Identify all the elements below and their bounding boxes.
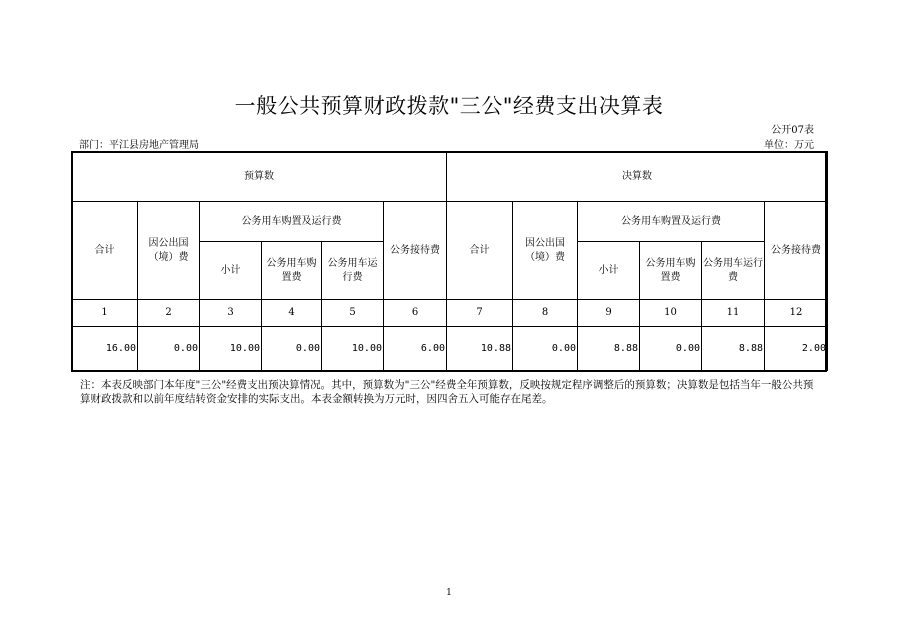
expenditure-table: [71, 151, 828, 371]
budget-vehicle-subtotal-value: 10.00: [200, 327, 262, 371]
actual-vehicle-operation-header: 公务用车运行费: [702, 242, 765, 300]
column-number: 4: [262, 300, 322, 327]
actual-header: 决算数: [447, 152, 828, 202]
page-title: 一般公共预算财政拨款"三公"经费支出决算表: [234, 94, 664, 118]
column-number: 2: [138, 300, 200, 327]
budget-vehicle-purchase-value: 0.00: [262, 327, 322, 371]
budget-vehicle-group-header: 公务用车购置及运行费: [200, 202, 384, 242]
table-note: 注：本表反映部门本年度"三公"经费支出预决算情况。其中，预算数为"三公"经费全年预算数，反映按规定程序调整后的预算数；决算数是包括当年一般公共预算财政拨款和以前年度结转资金安排的实际支出。本表金额转换为万元时，因四舍五入可能存在尾差。: [80, 379, 814, 405]
budget-abroad-header: 因公出国（境）费: [138, 202, 200, 300]
column-number: 7: [447, 300, 513, 327]
column-number-row: [72, 300, 828, 327]
column-number: 5: [322, 300, 384, 327]
budget-subtotal-header: 小计: [200, 242, 262, 300]
actual-vehicle-purchase-header: 公务用车购置费: [640, 242, 702, 300]
budget-total-value: 16.00: [72, 327, 138, 371]
actual-reception-value: 2.00: [765, 327, 828, 371]
actual-abroad-value: 0.00: [513, 327, 578, 371]
budget-vehicle-operation-value: 10.00: [322, 327, 384, 371]
budget-abroad-value: 0.00: [138, 327, 200, 371]
actual-reception-header: 公务接待费: [765, 202, 828, 300]
budget-reception-header: 公务接待费: [384, 202, 447, 300]
budget-header: 预算数: [72, 152, 447, 202]
actual-total-value: 10.88: [447, 327, 513, 371]
column-number: 1: [72, 300, 138, 327]
budget-vehicle-operation-header: 公务用车运行费: [322, 242, 384, 300]
actual-vehicle-operation-value: 8.88: [702, 327, 765, 371]
actual-abroad-header: 因公出国（境）费: [513, 202, 578, 300]
column-number: 6: [384, 300, 447, 327]
column-number: 10: [640, 300, 702, 327]
actual-vehicle-purchase-value: 0.00: [640, 327, 702, 371]
column-number: 3: [200, 300, 262, 327]
actual-vehicle-group-header: 公务用车购置及运行费: [578, 202, 765, 242]
form-number: 公开07表: [771, 125, 814, 136]
department-label: 部门：平江县房地产管理局: [79, 140, 199, 151]
actual-subtotal-header: 小计: [578, 242, 640, 300]
unit-label: 单位：万元: [764, 140, 814, 151]
value-row: [72, 327, 828, 371]
actual-vehicle-subtotal-value: 8.88: [578, 327, 640, 371]
actual-total-header: 合计: [447, 202, 513, 300]
column-number: 11: [702, 300, 765, 327]
column-number: 12: [765, 300, 828, 327]
budget-total-header: 合计: [72, 202, 138, 300]
budget-vehicle-purchase-header: 公务用车购置费: [262, 242, 322, 300]
page-number: 1: [446, 588, 452, 598]
column-number: 9: [578, 300, 640, 327]
column-number: 8: [513, 300, 578, 327]
budget-reception-value: 6.00: [384, 327, 447, 371]
